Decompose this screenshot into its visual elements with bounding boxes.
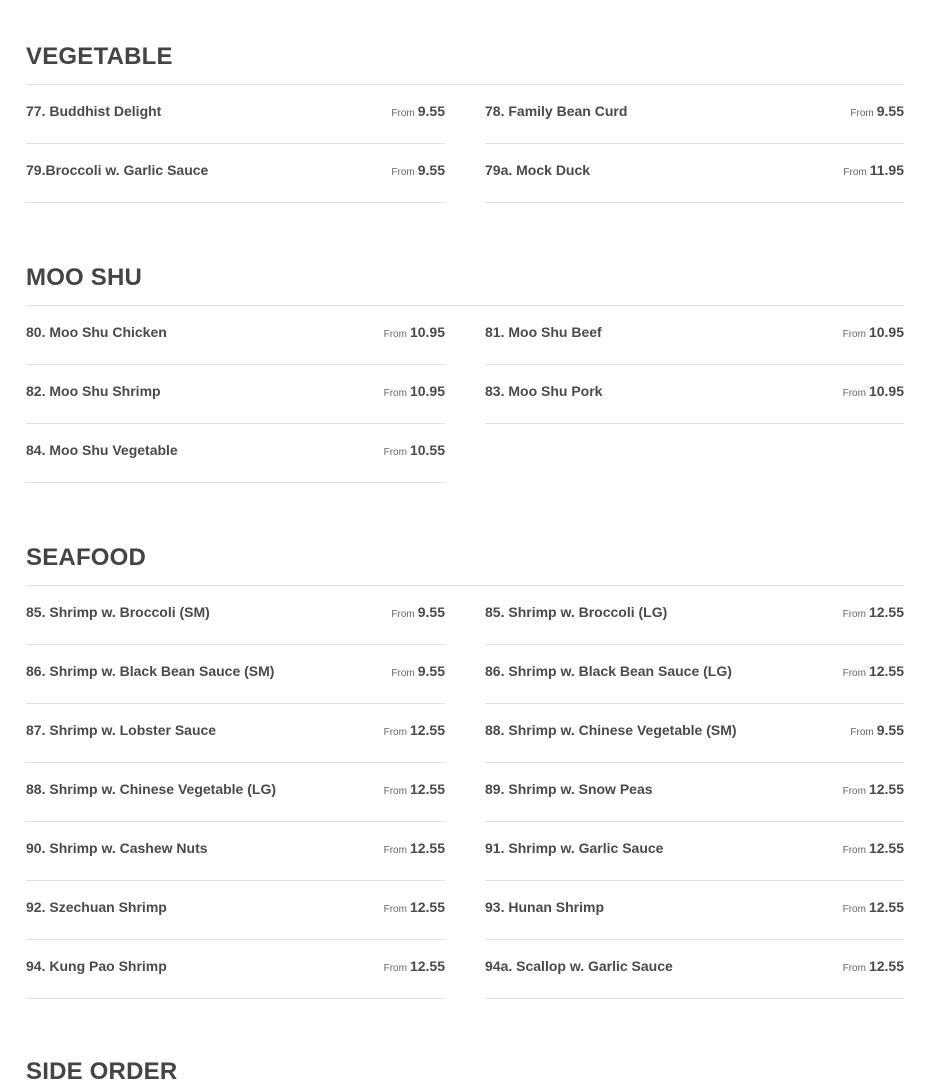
menu-item[interactable]: [485, 586, 904, 645]
menu-item[interactable]: [485, 645, 904, 704]
item-name[interactable]: 94a. Scallop w. Garlic Sauce: [485, 958, 673, 974]
menu-item[interactable]: [26, 85, 445, 144]
item-price: [850, 722, 904, 738]
item-name[interactable]: 79.Broccoli w. Garlic Sauce: [26, 162, 209, 178]
from-label: From: [842, 845, 866, 856]
price-value: 11.95: [869, 162, 904, 178]
section-seafood: [26, 543, 904, 999]
price-value: 9.55: [876, 722, 904, 738]
from-label: From: [383, 786, 407, 797]
item-name[interactable]: 89. Shrimp w. Snow Peas: [485, 781, 653, 797]
item-price: [391, 604, 445, 620]
price-value: 12.55: [409, 781, 445, 797]
price-value: 12.55: [409, 840, 445, 856]
from-label: From: [383, 447, 407, 458]
item-price: [384, 899, 445, 915]
menu: [26, 0, 904, 1087]
item-name[interactable]: 88. Shrimp w. Chinese Vegetable (SM): [485, 722, 737, 738]
menu-item[interactable]: [26, 704, 445, 763]
price-value: 10.95: [868, 383, 904, 399]
price-value: 10.95: [409, 383, 445, 399]
from-label: From: [842, 904, 866, 915]
item-price: [843, 840, 904, 856]
from-label: From: [842, 963, 866, 974]
item-price: [843, 383, 904, 399]
item-price: [391, 162, 445, 178]
price-value: 9.55: [417, 604, 445, 620]
item-name[interactable]: 85. Shrimp w. Broccoli (SM): [26, 604, 210, 620]
price-value: 12.55: [868, 840, 904, 856]
item-price: [391, 663, 445, 679]
price-value: 12.55: [868, 958, 904, 974]
section-moo-shu: [26, 263, 904, 483]
menu-item[interactable]: [26, 306, 445, 365]
item-grid: [26, 586, 904, 999]
menu-item[interactable]: [26, 940, 445, 999]
price-value: 9.55: [417, 162, 445, 178]
item-name[interactable]: 91. Shrimp w. Garlic Sauce: [485, 840, 664, 856]
section-title: SEAFOOD: [26, 544, 147, 571]
from-label: From: [383, 845, 407, 856]
price-value: 10.55: [409, 442, 445, 458]
item-name[interactable]: 82. Moo Shu Shrimp: [26, 383, 161, 399]
menu-item[interactable]: [26, 365, 445, 424]
item-price: [843, 899, 904, 915]
item-price: [843, 781, 904, 797]
item-price: [384, 383, 445, 399]
from-label: From: [842, 668, 866, 679]
from-label: From: [383, 329, 407, 340]
item-name[interactable]: 93. Hunan Shrimp: [485, 899, 605, 915]
item-name[interactable]: 84. Moo Shu Vegetable: [26, 442, 178, 458]
price-value: 9.55: [417, 663, 445, 679]
from-label: From: [391, 609, 415, 620]
item-name[interactable]: 87. Shrimp w. Lobster Sauce: [26, 722, 217, 738]
item-price: [843, 324, 904, 340]
item-price: [843, 958, 904, 974]
price-value: 9.55: [876, 103, 904, 119]
item-name[interactable]: 90. Shrimp w. Cashew Nuts: [26, 840, 208, 856]
item-grid: [26, 306, 904, 483]
menu-item[interactable]: [26, 645, 445, 704]
item-name[interactable]: 79a. Mock Duck: [485, 162, 591, 178]
price-value: 10.95: [409, 324, 445, 340]
menu-item[interactable]: [485, 881, 904, 940]
from-label: From: [842, 609, 866, 620]
menu-item[interactable]: [26, 424, 445, 483]
item-name[interactable]: 86. Shrimp w. Black Bean Sauce (SM): [26, 663, 275, 679]
menu-item[interactable]: [26, 822, 445, 881]
item-price: [843, 604, 904, 620]
from-label: From: [383, 388, 407, 399]
price-value: 10.95: [868, 324, 904, 340]
from-label: From: [842, 786, 866, 797]
item-name[interactable]: 83. Moo Shu Pork: [485, 383, 603, 399]
menu-item[interactable]: [26, 144, 445, 203]
item-price: [843, 663, 904, 679]
item-price: [391, 103, 445, 119]
price-value: 12.55: [409, 722, 445, 738]
from-label: From: [842, 329, 866, 340]
item-name[interactable]: 85. Shrimp w. Broccoli (LG): [485, 604, 668, 620]
item-price: [850, 103, 904, 119]
item-price: [384, 958, 445, 974]
menu-item[interactable]: [485, 144, 904, 203]
menu-item[interactable]: [485, 365, 904, 424]
from-label: From: [842, 388, 866, 399]
item-name[interactable]: 78. Family Bean Curd: [485, 103, 628, 119]
menu-item[interactable]: [26, 881, 445, 940]
price-value: 12.55: [868, 899, 904, 915]
section-title: VEGETABLE: [26, 43, 173, 70]
section-title: SIDE ORDER: [26, 1058, 178, 1085]
from-label: From: [850, 727, 874, 738]
price-value: 12.55: [409, 958, 445, 974]
item-price: [384, 324, 445, 340]
from-label: From: [383, 963, 407, 974]
item-name[interactable]: 94. Kung Pao Shrimp: [26, 958, 167, 974]
from-label: From: [383, 904, 407, 915]
menu-item[interactable]: [485, 940, 904, 999]
item-name[interactable]: 86. Shrimp w. Black Bean Sauce (LG): [485, 663, 732, 679]
section-vegetable: [26, 42, 904, 203]
menu-item[interactable]: [485, 704, 904, 763]
from-label: From: [383, 727, 407, 738]
item-price: [384, 840, 445, 856]
menu-item[interactable]: [485, 822, 904, 881]
from-label: From: [391, 108, 415, 119]
menu-item[interactable]: [485, 763, 904, 822]
item-name[interactable]: 88. Shrimp w. Chinese Vegetable (LG): [26, 781, 276, 797]
from-label: From: [843, 167, 867, 178]
menu-item[interactable]: [485, 85, 904, 144]
item-name[interactable]: 77. Buddhist Delight: [26, 103, 162, 119]
from-label: From: [850, 108, 874, 119]
section-side-order: [26, 1057, 904, 1087]
price-value: 12.55: [868, 781, 904, 797]
item-price: [384, 442, 445, 458]
section-title: MOO SHU: [26, 264, 143, 291]
item-grid: [26, 85, 904, 203]
price-value: 9.55: [417, 103, 445, 119]
item-price: [843, 162, 904, 178]
from-label: From: [391, 668, 415, 679]
price-value: 12.55: [409, 899, 445, 915]
menu-item[interactable]: [26, 586, 445, 645]
item-price: [384, 722, 445, 738]
menu-item[interactable]: [26, 763, 445, 822]
item-name[interactable]: 92. Szechuan Shrimp: [26, 899, 167, 915]
from-label: From: [391, 167, 415, 178]
item-name[interactable]: 81. Moo Shu Beef: [485, 324, 602, 340]
item-price: [384, 781, 445, 797]
item-name[interactable]: 80. Moo Shu Chicken: [26, 324, 167, 340]
price-value: 12.55: [868, 604, 904, 620]
menu-item[interactable]: [485, 306, 904, 365]
price-value: 12.55: [868, 663, 904, 679]
